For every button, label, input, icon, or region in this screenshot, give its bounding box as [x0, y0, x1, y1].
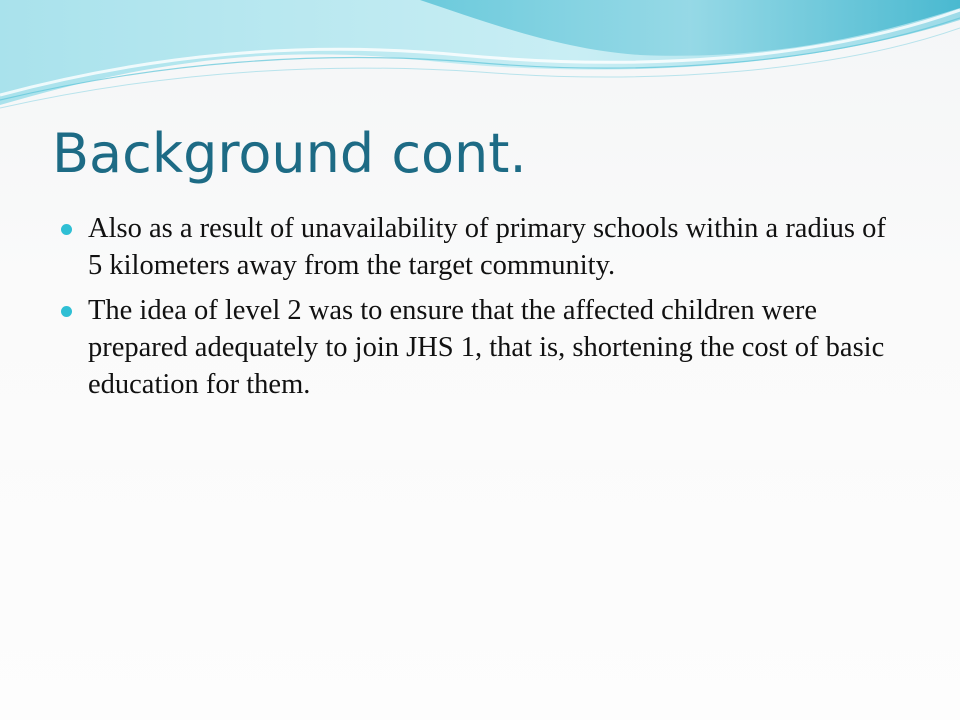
- bullet-item: [58, 292, 898, 403]
- decorative-wave-header: [0, 0, 960, 120]
- bullet-dot-icon: [61, 306, 72, 317]
- bullet-item: [58, 210, 898, 284]
- bullet-list: [58, 210, 898, 411]
- slide-title: Background cont.: [52, 122, 527, 185]
- bullet-text: Also as a result of unavailability of primary schools within a radius of 5 kilometers away from the target community.: [88, 213, 886, 281]
- bullet-text: The idea of level 2 was to ensure that the affected children were prepared adequately to join JHS 1, that is, shortening the cost of basic education for them.: [88, 295, 885, 400]
- bullet-dot-icon: [61, 224, 72, 235]
